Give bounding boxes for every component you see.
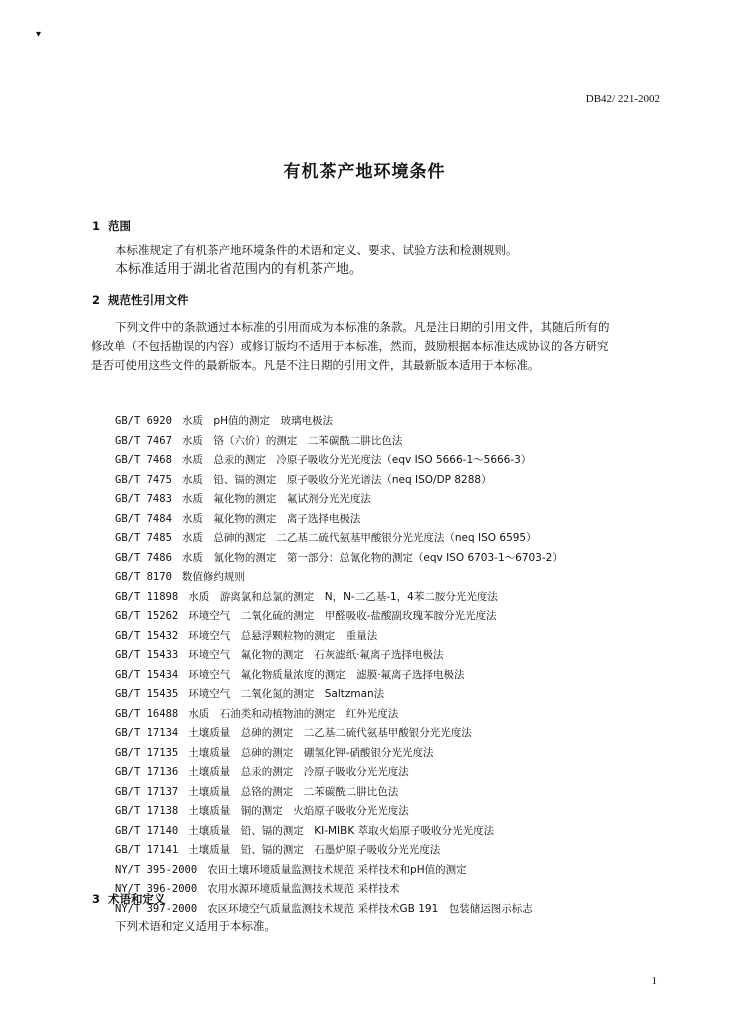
reference-title: 土壤质量 总砷的测定 二乙基二硫代氨基甲酸银分光光度法 [188,727,472,739]
reference-title: 环境空气 氟化物的测定 石灰滤纸·氟离子选择电极法 [188,649,444,661]
reference-item [115,685,563,705]
reference-title: 数值修约规则 [181,571,245,583]
reference-item [115,529,563,549]
reference-item [115,802,563,822]
section-heading-normative [92,292,189,308]
reference-code: GB/T 17135 [115,746,179,759]
reference-code: GB/T 7483 [115,493,172,505]
reference-item [115,880,563,900]
reference-item [115,666,563,686]
reference-code: GB/T 17137 [115,785,179,798]
reference-title: 土壤质量 铅、镉的测定 KI-MIBK 萃取火焰原子吸收分光光度法 [188,824,495,837]
reference-title: 农田土壤环境质量监测技术规范 采样技术和pH值的测定 [207,863,467,876]
reference-item [115,822,563,842]
reference-code: GB/T 15434 [115,668,179,681]
reference-code: GB/T 6920 [115,415,172,427]
reference-title: 水质 pH值的测定 玻璃电极法 [181,415,333,427]
reference-item [115,724,563,744]
reference-title: 水质 铬（六价）的测定 二苯碳酰二肼比色法 [181,434,403,447]
reference-code: GB/T 17136 [115,766,179,778]
reference-item [115,763,563,783]
reference-title: 水质 石油类和动植物油的测定 红外光度法 [188,707,399,720]
reference-code: GB/T 7485 [115,532,172,544]
reference-item [115,744,563,764]
reference-item [115,588,563,608]
normative-intro-line-3: 是否可使用这些文件的最新版本。凡是不注日期的引用文件，其最新版本适用于本标准。 [91,358,540,372]
reference-item [115,471,563,491]
reference-item [115,627,563,647]
reference-title: 水质 氰化物的测定 第一部分：总氰化物的测定（eqv ISO 6703-1～6703-2） [181,551,563,564]
reference-title: 农用水源环境质量监测技术规范 采样技术 [207,883,400,895]
reference-code: GB/T 17134 [115,727,179,739]
reference-item [115,607,563,627]
reference-item [115,861,563,881]
reference-item [115,841,563,861]
reference-title: 水质 总砷的测定 二乙基二硫代氨基甲酸银分光光度法（neq ISO 6595） [181,532,537,544]
reference-title: 土壤质量 铅、镉的测定 石墨炉原子吸收分光光度法 [188,844,441,856]
reference-title: 环境空气 总悬浮颗粒物的测定 重量法 [188,629,378,642]
reference-item [115,705,563,725]
corner-mark: ▾ [36,29,42,40]
reference-item [115,646,563,666]
normative-intro-line-2: 修改单（不包括勘误的内容）或修订版均不适用于本标准，然而，鼓励根据本标准达成协议的各方研究 [91,339,609,353]
reference-item [115,568,563,588]
reference-code: GB/T 7475 [115,473,172,486]
reference-code: GB/T 8170 [115,571,172,583]
scope-paragraph-2: 本标准适用于湖北省范围内的有机茶产地。 [115,262,363,277]
reference-title: 水质 氟化物的测定 离子选择电极法 [181,512,361,525]
section-title: 术语和定义 [108,892,166,906]
reference-code: NY/T 396-2000 [115,883,198,895]
reference-code: GB/T 15435 [115,688,179,700]
reference-item [115,783,563,803]
reference-title: 水质 总汞的测定 冷原子吸收分光光度法（eqv ISO 5666-1～5666-3） [181,454,532,466]
reference-code: GB/T 16488 [115,707,179,720]
reference-code: GB/T 11898 [115,590,179,603]
reference-code: GB/T 15262 [115,610,179,622]
section-number: 2 [92,293,101,307]
reference-list [115,412,563,919]
reference-code: GB/T 7486 [115,551,172,564]
reference-title: 环境空气 二氧化氮的测定 Saltzman法 [188,688,385,700]
reference-code: NY/T 395-2000 [115,863,198,876]
section-heading-terms [92,891,166,907]
section-number: 3 [92,892,101,906]
document-title: 有机茶产地环境条件 [283,162,446,182]
reference-code: NY/T 397-2000 [115,902,198,915]
section-title: 规范性引用文件 [108,293,189,307]
reference-title: 土壤质量 铜的测定 火焰原子吸收分光光度法 [188,805,409,817]
reference-item [115,451,563,471]
reference-item [115,490,563,510]
section-title: 范围 [108,219,131,233]
reference-code: GB/T 15432 [115,629,179,642]
reference-item [115,549,563,569]
reference-title: 环境空气 氟化物质量浓度的测定 滤膜·氟离子选择电极法 [188,668,465,681]
reference-title: 农区环境空气质量监测技术规范 采样技术GB 191 包装储运图示标志 [207,902,533,915]
reference-code: GB/T 7467 [115,434,172,447]
reference-title: 环境空气 二氧化硫的测定 甲醛吸收-盐酸副玫瑰苯胺分光光度法 [188,610,497,622]
reference-title: 水质 氟化物的测定 氟试剂分光光度法 [181,493,371,505]
section-heading-scope [92,218,131,234]
reference-title: 土壤质量 总砷的测定 硼氢化钾-硝酸银分光光度法 [188,746,434,759]
reference-code: GB/T 7484 [115,512,172,525]
reference-code: GB/T 17138 [115,805,179,817]
standard-code: DB42/ 221-2002 [585,93,660,105]
scope-paragraph-1: 本标准规定了有机茶产地环境条件的术语和定义、要求、试验方法和检测规则。 [115,243,518,257]
reference-title: 土壤质量 总汞的测定 冷原子吸收分光光度法 [188,766,409,778]
terms-paragraph: 下列术语和定义适用于本标准。 [115,919,276,933]
reference-title: 水质 游离氯和总氯的测定 N，N-二乙基-1，4苯二胺分光光度法 [188,590,498,603]
normative-intro-line-1: 下列文件中的条款通过本标准的引用而成为本标准的条款。凡是注日期的引用文件，其随后所有的 [115,320,610,334]
reference-item [115,432,563,452]
reference-title: 水质 铅、镉的测定 原子吸收分光光谱法（neq ISO/DP 8288） [181,473,492,486]
reference-code: GB/T 15433 [115,649,179,661]
section-number: 1 [92,219,101,233]
reference-title: 土壤质量 总铬的测定 二苯碳酰二肼比色法 [188,785,399,798]
reference-code: GB/T 7468 [115,454,172,466]
reference-item [115,412,563,432]
page-number: 1 [651,975,657,987]
reference-code: GB/T 17141 [115,844,179,856]
reference-item [115,510,563,530]
reference-code: GB/T 17140 [115,824,179,837]
